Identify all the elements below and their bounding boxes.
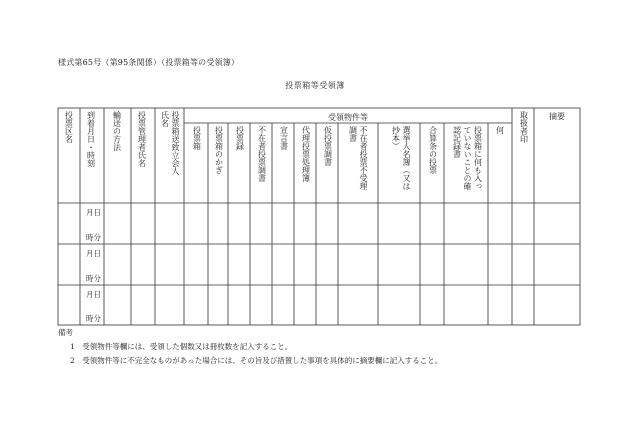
col-header-transport: 輸送の方法: [112, 111, 122, 151]
document-title: 投票箱等受領簿: [285, 81, 345, 90]
col-header-provisional: 仮投票調書: [323, 126, 333, 166]
col-header-what: 何: [495, 126, 505, 134]
col-header-arrival: 到着月日・時刻: [86, 111, 96, 167]
col-header-proxy: 代理投票処理簿: [301, 126, 311, 182]
col-header-escort: 投票箱送致立会人氏名: [160, 111, 180, 175]
col-header-ballot-box: 投票箱: [192, 126, 202, 150]
row3-date: 月日: [86, 290, 101, 299]
col-header-ballot-box-key: 投票箱のかぎ: [214, 126, 224, 174]
col-header-oath: 宣言書: [279, 126, 289, 150]
notes-heading: 備考: [58, 328, 73, 337]
row1-date: 月日: [86, 208, 101, 217]
col-header-ward: 投票区名: [64, 111, 74, 143]
form-reference: 様式第65号（第95条関係）（投票箱等の受領簿）: [58, 58, 240, 67]
row2-date: 月日: [86, 249, 101, 258]
note-item-2: 2 受領物件等に不完全なものがあった場合には、その旨及び措置した事項を具体的に摘要欄に記入すること。: [70, 356, 443, 365]
row1-time: 時分: [86, 233, 101, 242]
col-header-summary: 摘要: [549, 112, 565, 121]
col-header-ballot-record: 投票録: [235, 126, 245, 150]
group-header-received-items: 受領物件等: [328, 113, 368, 122]
col-header-manager: 投票管理者氏名: [137, 111, 147, 167]
notes-section: [58, 326, 442, 368]
row2-time: 時分: [86, 274, 101, 283]
col-header-register: 選挙人名簿（又は抄本）: [391, 126, 411, 190]
col-header-absentee: 不在者投票調書: [257, 126, 267, 182]
col-header-absentee-rejected: 不在者投票不受理調書: [348, 126, 368, 190]
note-item-1: 1 受領物件等欄には、受領した個数又は冊枚数を記入すること。: [70, 342, 293, 351]
col-header-receiver: 取扱者印: [519, 111, 529, 143]
col-header-combined: 合算条の投票: [428, 126, 438, 174]
row3-time: 時分: [86, 314, 101, 323]
col-header-confirm: 投票箱に何も入っていないことの確認記録書: [452, 126, 483, 190]
